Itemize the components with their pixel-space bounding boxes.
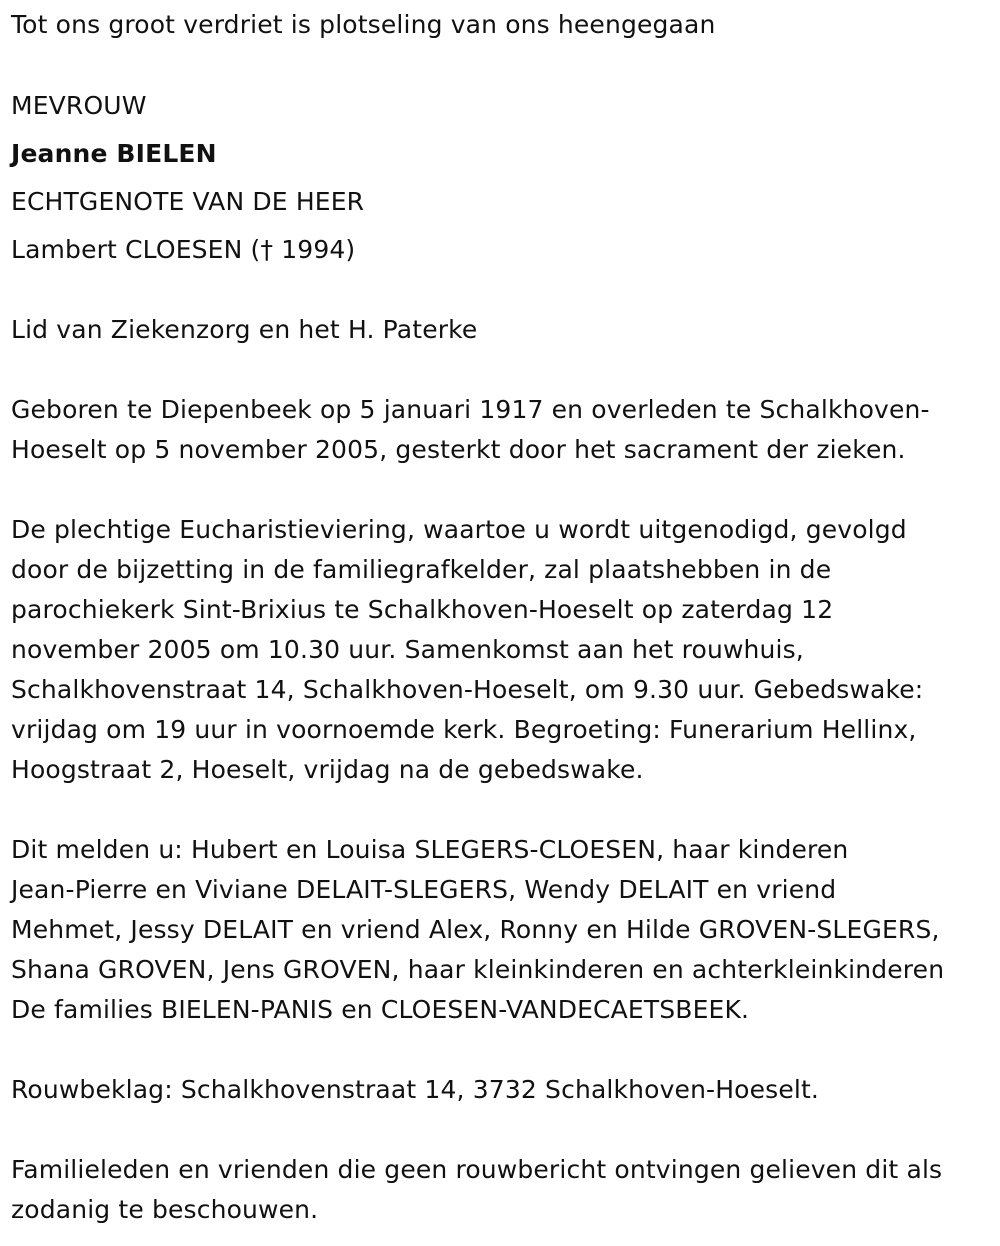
birth-death-line: Hoeselt op 5 november 2005, gesterkt door het sacrament der zieken.: [11, 435, 906, 464]
spouse-label: ECHTGENOTE VAN DE HEER: [11, 187, 365, 216]
ceremony-line: Schalkhovenstraat 14, Schalkhoven-Hoeselt, om 9.30 uur. Gebedswake:: [11, 675, 924, 704]
family-paragraph: [11, 830, 996, 1030]
ceremony-line: door de bijzetting in de familiegrafkelder, zal plaatshebben in de: [11, 555, 832, 584]
family-line: Jean-Pierre en Viviane DELAIT-SLEGERS, Wendy DELAIT en vriend: [11, 875, 837, 904]
spouse-name: Lambert CLOESEN († 1994): [11, 235, 356, 264]
condolence-address: Rouwbeklag: Schalkhovenstraat 14, 3732 Schalkhoven-Hoeselt.: [11, 1075, 820, 1104]
ceremony-line: Hoogstraat 2, Hoeselt, vrijdag na de gebedswake.: [11, 755, 644, 784]
closing-line: Familieleden en vrienden die geen rouwbericht ontvingen gelieven dit als: [11, 1155, 943, 1184]
family-line: Dit melden u: Hubert en Louisa SLEGERS-CLOESEN, haar kinderen: [11, 835, 849, 864]
intro-line: Tot ons groot verdriet is plotseling van ons heengegaan: [11, 10, 716, 39]
ceremony-line: De plechtige Eucharistieviering, waartoe u wordt uitgenodigd, gevolgd: [11, 515, 907, 544]
closing-paragraph: [11, 1150, 996, 1230]
ceremony-line: parochiekerk Sint-Brixius te Schalkhoven-Hoeselt op zaterdag 12: [11, 595, 834, 624]
closing-line: zodanig te beschouwen.: [11, 1195, 319, 1224]
ceremony-paragraph: [11, 510, 996, 790]
family-line: Shana GROVEN, Jens GROVEN, haar kleinkinderen en achterkleinkinderen: [11, 955, 945, 984]
ceremony-line: vrijdag om 19 uur in voornoemde kerk. Begroeting: Funerarium Hellinx,: [11, 715, 917, 744]
family-line: De families BIELEN-PANIS en CLOESEN-VANDECAETSBEEK.: [11, 995, 750, 1024]
birth-death-line: Geboren te Diepenbeek op 5 januari 1917 en overleden te Schalkhoven-: [11, 395, 930, 424]
membership-line: Lid van Ziekenzorg en het H. Paterke: [11, 315, 478, 344]
family-line: Mehmet, Jessy DELAIT en vriend Alex, Ronny en Hilde GROVEN-SLEGERS,: [11, 915, 940, 944]
deceased-name: Jeanne BIELEN: [11, 139, 217, 168]
birth-death-paragraph: [11, 390, 996, 470]
title-prefix: MEVROUW: [11, 91, 147, 120]
ceremony-line: november 2005 om 10.30 uur. Samenkomst aan het rouwhuis,: [11, 635, 804, 664]
